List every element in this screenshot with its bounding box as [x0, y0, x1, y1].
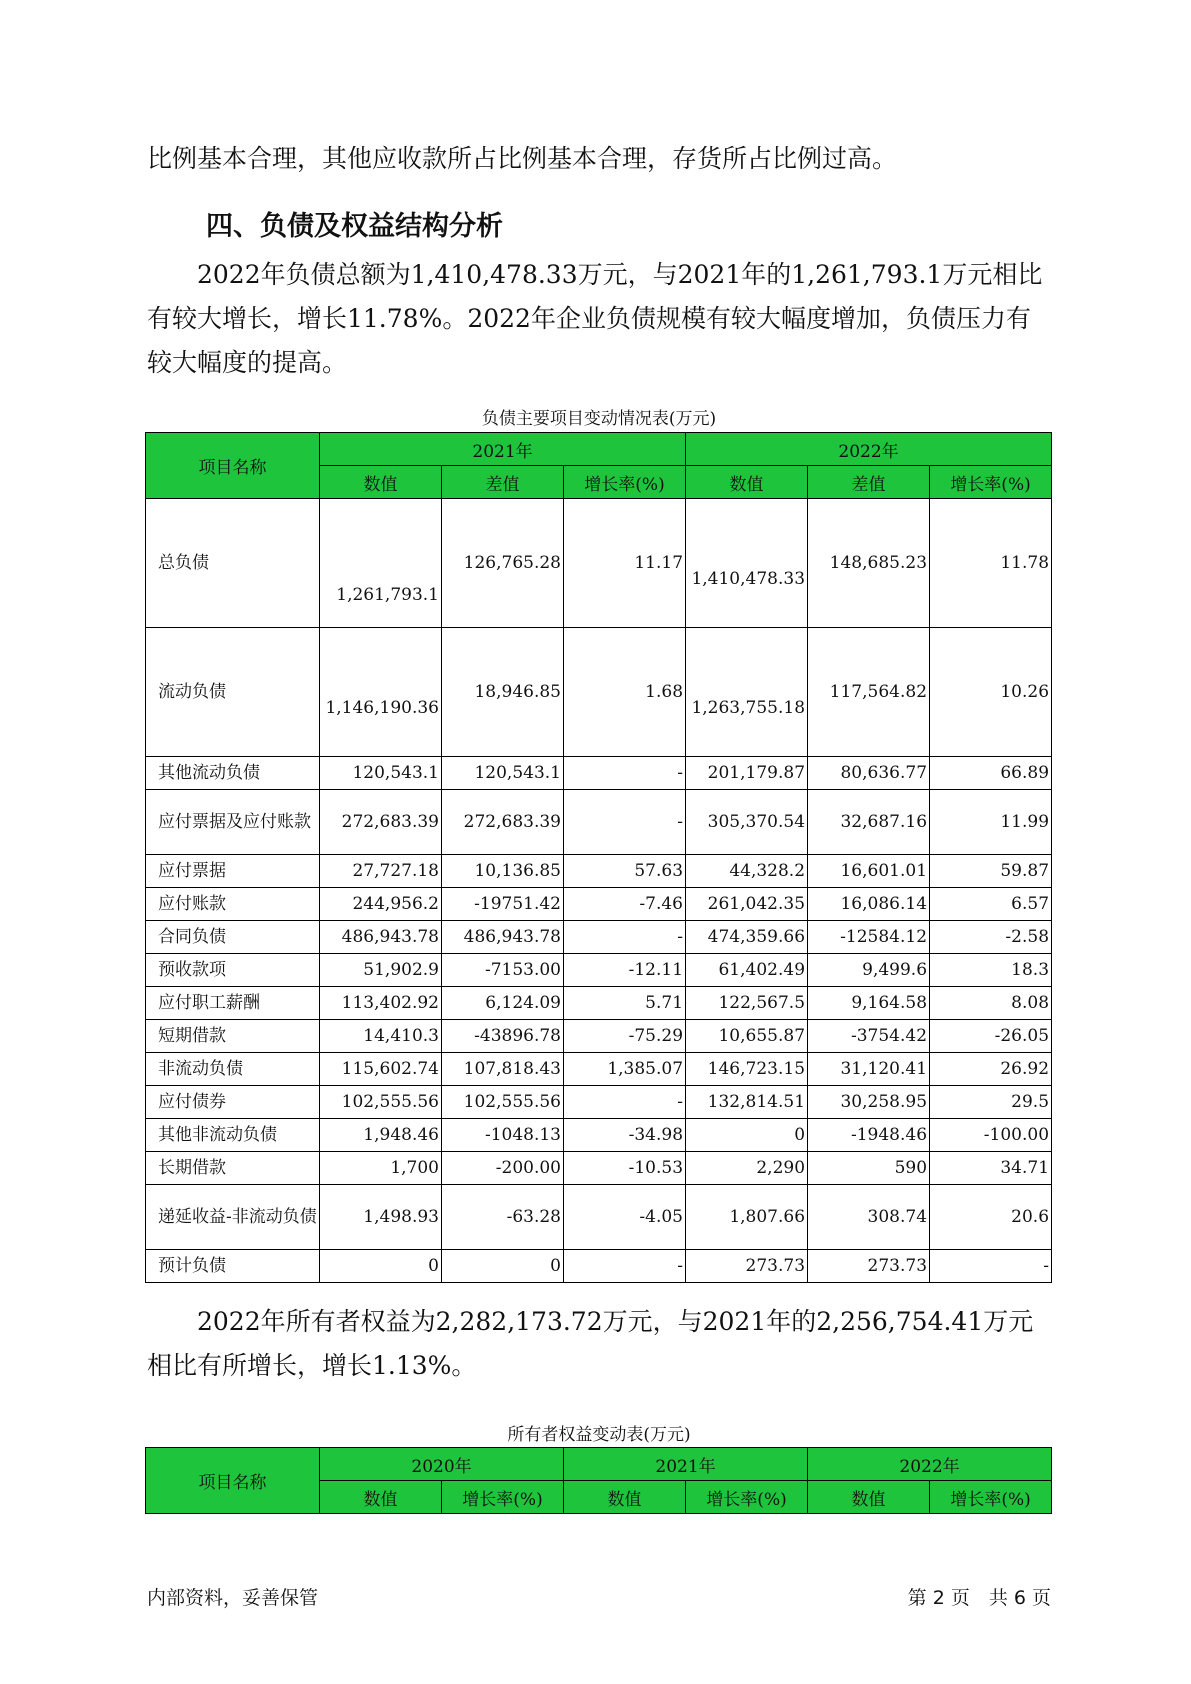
cell-rate: 11.99 [930, 790, 1052, 855]
cell-diff: -200.00 [442, 1152, 564, 1185]
value-header: 数值 [808, 1481, 930, 1514]
row-name: 递延收益-非流动负债 [146, 1185, 320, 1250]
cell-rate: 6.57 [930, 888, 1052, 921]
cell-value: 1,261,793.1 [320, 499, 442, 628]
cell-value: 132,814.51 [686, 1086, 808, 1119]
cell-value: 102,555.56 [320, 1086, 442, 1119]
row-name: 总负债 [146, 499, 320, 628]
cell-rate: 11.78 [930, 499, 1052, 628]
cell-value: 1,146,190.36 [320, 628, 442, 757]
cell-rate: 8.08 [930, 987, 1052, 1020]
cell-diff: 107,818.43 [442, 1053, 564, 1086]
cell-rate: 20.6 [930, 1185, 1052, 1250]
table-row [146, 757, 1052, 790]
cell-rate: 26.92 [930, 1053, 1052, 1086]
cell-value: 10,655.87 [686, 1020, 808, 1053]
row-name: 应付债券 [146, 1086, 320, 1119]
table-row [146, 954, 1052, 987]
cell-diff: 31,120.41 [808, 1053, 930, 1086]
cell-rate: 66.89 [930, 757, 1052, 790]
cell-diff: -1048.13 [442, 1119, 564, 1152]
cell-value: 1,700 [320, 1152, 442, 1185]
cell-diff: 486,943.78 [442, 921, 564, 954]
table-row [146, 1250, 1052, 1283]
year-header: 2021年 [564, 1448, 808, 1481]
value-header: 数值 [320, 466, 442, 499]
cell-value: 51,902.9 [320, 954, 442, 987]
debt-table-caption: 负债主要项目变动情况表(万元) [481, 409, 717, 429]
cell-value: 201,179.87 [686, 757, 808, 790]
cell-diff: 9,164.58 [808, 987, 930, 1020]
cell-value: 244,956.2 [320, 888, 442, 921]
cell-value: 2,290 [686, 1152, 808, 1185]
cell-diff: 16,601.01 [808, 855, 930, 888]
intro-line: 比例基本合理，其他应收款所占比例基本合理，存货所占比例过高。 [147, 144, 898, 173]
cell-rate: -10.53 [564, 1152, 686, 1185]
cell-value: 272,683.39 [320, 790, 442, 855]
table-row [146, 855, 1052, 888]
cell-rate: -26.05 [930, 1020, 1052, 1053]
cell-diff: -12584.12 [808, 921, 930, 954]
section-heading: 四、负债及权益结构分析 [206, 211, 503, 242]
rate-header: 增长率(%) [930, 466, 1052, 499]
equity-paragraph: 2022年所有者权益为2,282,173.72万元，与2021年的2,256,754.41万元相比有所增长，增长1.13%。 [147, 1307, 1034, 1380]
cell-rate: - [930, 1250, 1052, 1283]
cell-rate: - [564, 921, 686, 954]
cell-rate: 10.26 [930, 628, 1052, 757]
diff-header: 差值 [808, 466, 930, 499]
row-name: 其他非流动负债 [146, 1119, 320, 1152]
cell-value: 1,948.46 [320, 1119, 442, 1152]
table-row [146, 921, 1052, 954]
cell-diff: 117,564.82 [808, 628, 930, 757]
cell-diff: 9,499.6 [808, 954, 930, 987]
cell-diff: 30,258.95 [808, 1086, 930, 1119]
rate-header: 增长率(%) [686, 1481, 808, 1514]
item-name-header: 项目名称 [146, 433, 320, 499]
cell-diff: -43896.78 [442, 1020, 564, 1053]
cell-value: 261,042.35 [686, 888, 808, 921]
cell-rate: 34.71 [930, 1152, 1052, 1185]
cell-rate: 1,385.07 [564, 1053, 686, 1086]
table-row [146, 1053, 1052, 1086]
cell-diff: 16,086.14 [808, 888, 930, 921]
table-row [146, 1020, 1052, 1053]
cell-value: 1,498.93 [320, 1185, 442, 1250]
cell-rate: - [564, 757, 686, 790]
value-header: 数值 [564, 1481, 686, 1514]
table-row [146, 1185, 1052, 1250]
debt-paragraph: 2022年负债总额为1,410,478.33万元，与2021年的1,261,793.1万元相比有较大增长，增长11.78%。2022年企业负债规模有较大幅度增加，负债压力有较大幅度的提高。 [147, 260, 1043, 377]
cell-value: 120,543.1 [320, 757, 442, 790]
cell-rate: 59.87 [930, 855, 1052, 888]
equity-table [145, 1447, 1052, 1514]
value-header: 数值 [686, 466, 808, 499]
cell-diff: 32,687.16 [808, 790, 930, 855]
cell-rate: - [564, 1086, 686, 1119]
cell-value: 1,263,755.18 [686, 628, 808, 757]
cell-rate: - [564, 1250, 686, 1283]
year-header: 2022年 [686, 433, 1052, 466]
cell-rate: -2.58 [930, 921, 1052, 954]
cell-diff: 0 [442, 1250, 564, 1283]
cell-value: 113,402.92 [320, 987, 442, 1020]
cell-rate: - [564, 790, 686, 855]
table-row [146, 790, 1052, 855]
cell-diff: -7153.00 [442, 954, 564, 987]
equity-table-caption: 所有者权益变动表(万元) [507, 1425, 691, 1445]
cell-value: 27,727.18 [320, 855, 442, 888]
cell-value: 305,370.54 [686, 790, 808, 855]
cell-diff: 148,685.23 [808, 499, 930, 628]
row-name: 长期借款 [146, 1152, 320, 1185]
rate-header: 增长率(%) [564, 466, 686, 499]
cell-value: 14,410.3 [320, 1020, 442, 1053]
cell-diff: 308.74 [808, 1185, 930, 1250]
row-name: 短期借款 [146, 1020, 320, 1053]
cell-rate: 11.17 [564, 499, 686, 628]
row-name: 应付职工薪酬 [146, 987, 320, 1020]
cell-diff: 590 [808, 1152, 930, 1185]
cell-value: 0 [686, 1119, 808, 1152]
cell-rate: 1.68 [564, 628, 686, 757]
cell-diff: -1948.46 [808, 1119, 930, 1152]
cell-value: 0 [320, 1250, 442, 1283]
rate-header: 增长率(%) [442, 1481, 564, 1514]
table-row [146, 1086, 1052, 1119]
year-header: 2021年 [320, 433, 686, 466]
table-row [146, 628, 1052, 757]
cell-rate: 29.5 [930, 1086, 1052, 1119]
table-row [146, 1119, 1052, 1152]
row-name: 应付票据及应付账款 [146, 790, 320, 855]
cell-rate: 57.63 [564, 855, 686, 888]
cell-value: 1,807.66 [686, 1185, 808, 1250]
cell-rate: -12.11 [564, 954, 686, 987]
row-name: 预收款项 [146, 954, 320, 987]
cell-diff: 273.73 [808, 1250, 930, 1283]
cell-rate: -34.98 [564, 1119, 686, 1152]
row-name: 其他流动负债 [146, 757, 320, 790]
cell-diff: 272,683.39 [442, 790, 564, 855]
row-name: 非流动负债 [146, 1053, 320, 1086]
cell-diff: 126,765.28 [442, 499, 564, 628]
table-row [146, 987, 1052, 1020]
row-name: 应付票据 [146, 855, 320, 888]
cell-diff: -63.28 [442, 1185, 564, 1250]
cell-value: 61,402.49 [686, 954, 808, 987]
cell-diff: 80,636.77 [808, 757, 930, 790]
cell-value: 474,359.66 [686, 921, 808, 954]
cell-diff: 120,543.1 [442, 757, 564, 790]
cell-rate: -4.05 [564, 1185, 686, 1250]
page-number: 第 2 页 共 6 页 [907, 1587, 1051, 1609]
value-header: 数值 [320, 1481, 442, 1514]
footer-confidential-note: 内部资料，妥善保管 [147, 1587, 319, 1609]
table-row [146, 888, 1052, 921]
cell-rate: -100.00 [930, 1119, 1052, 1152]
cell-value: 115,602.74 [320, 1053, 442, 1086]
cell-rate: 18.3 [930, 954, 1052, 987]
cell-value: 486,943.78 [320, 921, 442, 954]
cell-value: 146,723.15 [686, 1053, 808, 1086]
row-name: 合同负债 [146, 921, 320, 954]
table-row [146, 1152, 1052, 1185]
diff-header: 差值 [442, 466, 564, 499]
cell-rate: 5.71 [564, 987, 686, 1020]
cell-value: 273.73 [686, 1250, 808, 1283]
table-row [146, 499, 1052, 628]
row-name: 预计负债 [146, 1250, 320, 1283]
year-header: 2020年 [320, 1448, 564, 1481]
cell-value: 44,328.2 [686, 855, 808, 888]
cell-diff: -19751.42 [442, 888, 564, 921]
cell-diff: 10,136.85 [442, 855, 564, 888]
cell-diff: 102,555.56 [442, 1086, 564, 1119]
cell-value: 122,567.5 [686, 987, 808, 1020]
cell-rate: -7.46 [564, 888, 686, 921]
cell-diff: 6,124.09 [442, 987, 564, 1020]
debt-table [145, 432, 1052, 1283]
row-name: 流动负债 [146, 628, 320, 757]
row-name: 应付账款 [146, 888, 320, 921]
cell-rate: -75.29 [564, 1020, 686, 1053]
year-header: 2022年 [808, 1448, 1052, 1481]
cell-diff: -3754.42 [808, 1020, 930, 1053]
cell-diff: 18,946.85 [442, 628, 564, 757]
rate-header: 增长率(%) [930, 1481, 1052, 1514]
item-name-header: 项目名称 [146, 1448, 320, 1514]
cell-value: 1,410,478.33 [686, 499, 808, 628]
